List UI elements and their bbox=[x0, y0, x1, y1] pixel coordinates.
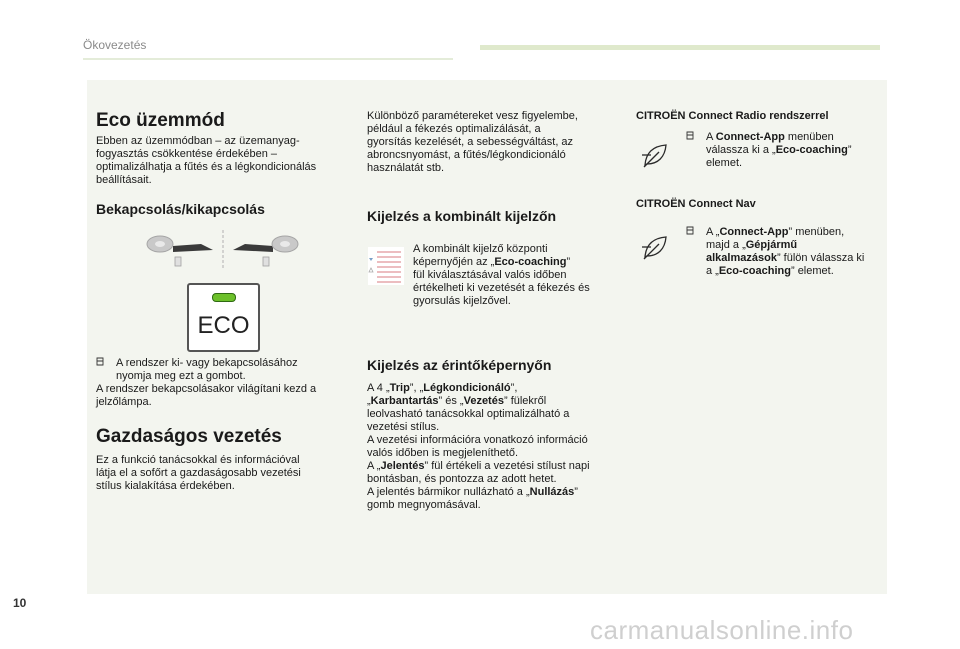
eco-intro bbox=[96, 135, 356, 187]
text-span: ” bbox=[566, 256, 571, 268]
text-span: ” fülekről bbox=[503, 395, 547, 407]
text-line: A rendszer bekapcsolásakor világítani kezd a bbox=[96, 383, 317, 395]
text-line: leolvasható tanácsokkal optimalizálható a bbox=[367, 408, 570, 420]
tab-name-air-conditioning: Légkondicionáló bbox=[423, 382, 511, 394]
text-line bbox=[367, 460, 627, 473]
text-line: A vezetési információra vonatkozó információ bbox=[367, 434, 588, 446]
text-line: jelzőlámpa. bbox=[96, 396, 152, 408]
text-line bbox=[706, 226, 886, 239]
text-line: gyorsulás kijelzővel. bbox=[413, 295, 511, 307]
text-span: a „ bbox=[706, 265, 719, 277]
bullet-marker-icon bbox=[96, 357, 104, 370]
text-line bbox=[413, 256, 623, 269]
text-line: A rendszer ki- vagy bekapcsolásához bbox=[116, 357, 298, 369]
text-line: például a fékezés optimalizálását, a bbox=[367, 123, 541, 135]
header-divider-left bbox=[83, 58, 453, 60]
text-line: Ebben az üzemmódban – az üzemanyag- bbox=[96, 135, 300, 147]
leaf-icon bbox=[640, 140, 670, 170]
leaf-icon bbox=[640, 232, 670, 262]
text-line: elemet. bbox=[706, 157, 743, 169]
text-span: képernyőjén az „ bbox=[413, 256, 495, 268]
heading-cluster-display: Kijelzés a kombinált kijelzőn bbox=[367, 208, 557, 224]
text-span: ” menüben, bbox=[788, 226, 845, 238]
item-name-eco-coaching: Eco-coaching bbox=[775, 144, 848, 156]
economical-text bbox=[96, 454, 356, 493]
text-line bbox=[367, 486, 627, 499]
text-line bbox=[706, 144, 886, 157]
text-span: ”, „ bbox=[409, 382, 424, 394]
text-span: „ bbox=[367, 395, 371, 407]
text-span: ” bbox=[847, 144, 852, 156]
text-line: fogyasztás csökkentése érdekében – bbox=[96, 148, 278, 160]
text-line bbox=[367, 382, 627, 395]
column-2 bbox=[367, 110, 627, 225]
column-2-lower bbox=[367, 357, 627, 512]
bullet-marker-icon bbox=[686, 131, 694, 144]
text-span: ” fül értékeli a vezetési stílust napi bbox=[424, 460, 590, 472]
text-span: A 4 „ bbox=[367, 382, 390, 394]
text-span: ” elemet. bbox=[790, 265, 834, 277]
header-title: Ökovezetés bbox=[83, 38, 147, 52]
text-line: nyomja meg ezt a gombot. bbox=[116, 370, 246, 382]
column-1 bbox=[96, 110, 356, 218]
parameters-text bbox=[367, 110, 627, 175]
steering-wheel-left-icon bbox=[147, 236, 173, 252]
item-name-eco-coaching: Eco-coaching bbox=[718, 265, 791, 277]
text-span: A jelentés bármikor nullázható a „ bbox=[367, 486, 530, 498]
text-line: Ez a funkció tanácsokkal és információval bbox=[96, 454, 300, 466]
watermark: carmanualsonline.info bbox=[590, 615, 854, 645]
indicator-led-icon bbox=[212, 293, 236, 302]
text-line: Különböző paramétereket vesz figyelembe, bbox=[367, 110, 578, 122]
radio-bullet bbox=[686, 131, 886, 170]
radio-instructions bbox=[686, 131, 886, 170]
text-span: ” és „ bbox=[438, 395, 464, 407]
menu-name-connect-app: Connect-App bbox=[719, 226, 789, 238]
gear-lever-right-icon bbox=[263, 257, 269, 266]
text-line: bontásban, és pontozza az adott hetet. bbox=[367, 473, 557, 485]
nav-bullet bbox=[686, 226, 886, 278]
text-line bbox=[706, 131, 886, 144]
gear-lever-left-icon bbox=[175, 257, 181, 266]
tab-name-applications: alkalmazások bbox=[706, 252, 777, 264]
toggle-bullet bbox=[96, 357, 356, 383]
steering-wheel-right-icon bbox=[272, 236, 298, 252]
text-line bbox=[367, 395, 627, 408]
text-line: értékelheti ki vezetését a fékezés és bbox=[413, 282, 590, 294]
text-span: majd a „ bbox=[706, 239, 746, 251]
tab-name-vehicle: Gépjármű bbox=[745, 239, 798, 251]
button-name-reset: Nullázás bbox=[529, 486, 575, 498]
text-line: fül kiválasztásával valós időben bbox=[413, 269, 567, 281]
text-line: abroncsnyomást, a fűtés/légkondicionáló bbox=[367, 149, 566, 161]
dash-right-icon bbox=[233, 244, 273, 252]
radio-heading: CITROËN Connect Radio rendszerrel bbox=[636, 110, 829, 122]
text-line bbox=[706, 265, 886, 278]
column-1-lower bbox=[96, 357, 356, 493]
nav-instructions bbox=[686, 226, 886, 278]
text-span: válassza ki a „ bbox=[706, 144, 776, 156]
text-line bbox=[706, 239, 886, 252]
text-span: ” bbox=[574, 486, 578, 498]
text-line: beállításait. bbox=[96, 174, 152, 186]
text-line: valós időben is megjeleníthető. bbox=[367, 447, 519, 459]
eco-button-label: ECO bbox=[197, 312, 250, 339]
text-line: optimalizálhatja a fűtés és a légkondicionálás bbox=[96, 161, 317, 173]
heading-eco-mode: Eco üzemmód bbox=[96, 110, 225, 131]
text-line: gomb megnyomásával. bbox=[367, 499, 481, 511]
touchscreen-text bbox=[367, 382, 627, 512]
eco-button-illustration bbox=[187, 283, 260, 352]
heading-toggle: Bekapcsolás/kikapcsolás bbox=[96, 201, 265, 217]
menu-name-connect-app: Connect-App bbox=[715, 131, 785, 143]
nav-heading: CITROËN Connect Nav bbox=[636, 198, 756, 210]
cluster-screen-icon bbox=[367, 246, 407, 286]
tab-name-trip: Trip bbox=[389, 382, 410, 394]
tab-name-report: Jelentés bbox=[380, 460, 425, 472]
text-span: A „ bbox=[367, 460, 381, 472]
text-span: A bbox=[706, 131, 716, 143]
text-line: látja el a sofőrt a gazdaságosabb vezetési bbox=[96, 467, 301, 479]
tab-name-eco-coaching: Eco-coaching bbox=[494, 256, 567, 268]
text-span: ”, bbox=[510, 382, 518, 394]
dashboard-illustration bbox=[143, 228, 303, 270]
cluster-text bbox=[413, 243, 623, 308]
heading-economical-driving: Gazdaságos vezetés bbox=[96, 426, 282, 447]
heading-touchscreen-display: Kijelzés az érintőképernyőn bbox=[367, 357, 552, 373]
text-line: használatát stb. bbox=[367, 162, 445, 174]
bullet-marker-icon bbox=[686, 226, 694, 239]
tab-name-driving: Vezetés bbox=[463, 395, 504, 407]
text-line: vezetési stílus. bbox=[367, 421, 440, 433]
text-span: menüben bbox=[784, 131, 834, 143]
text-span: A „ bbox=[706, 226, 720, 238]
text-line: stílus kialakítása érdekében. bbox=[96, 480, 235, 492]
text-line: gyorsítás kezelését, a sebességváltást, az bbox=[367, 136, 574, 148]
text-line: A kombinált kijelző központi bbox=[413, 243, 548, 255]
page-number: 10 bbox=[13, 596, 27, 610]
dash-left-icon bbox=[173, 244, 213, 252]
text-line bbox=[706, 252, 886, 265]
text-span: ” fülön válassza ki bbox=[776, 252, 865, 264]
tab-name-maintenance: Karbantartás bbox=[370, 395, 439, 407]
header-divider-right bbox=[480, 45, 880, 50]
